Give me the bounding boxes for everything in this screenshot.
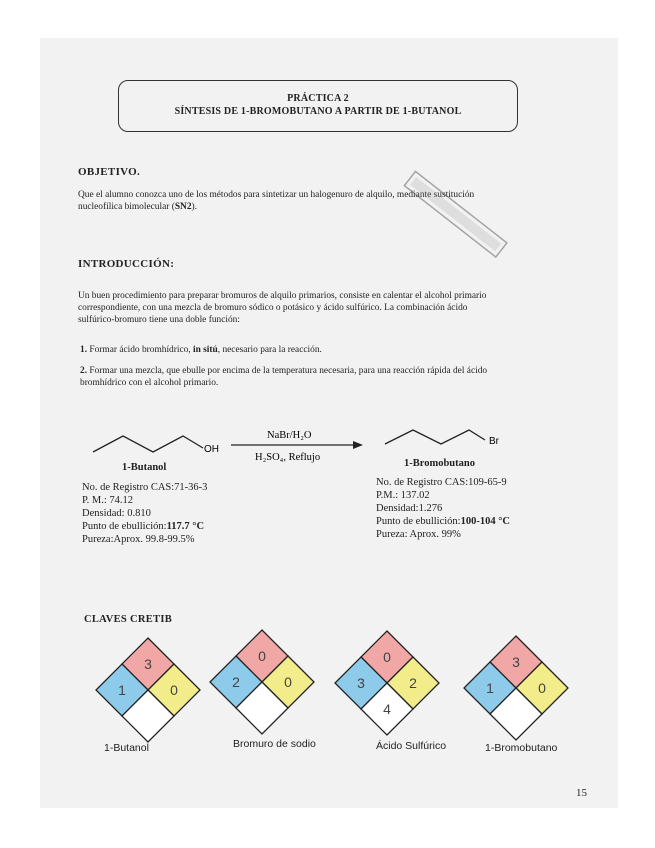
- page-number: 15: [576, 787, 587, 799]
- reactant-ebullicion: [82, 520, 207, 533]
- item1-number: 1.: [80, 345, 88, 355]
- nfpa-left-value: 1: [118, 682, 126, 698]
- objetivo-text: [78, 189, 583, 213]
- objetivo-text-b: nucleofílica bimolecular (: [78, 202, 175, 212]
- nfpa-diamond-label: 1-Bromobutano: [485, 742, 558, 754]
- cretib-heading: CLAVES CRETIB: [84, 614, 173, 625]
- nfpa-diamond: [202, 622, 322, 742]
- reactant-ebullicion-label: Punto de ebullición:: [82, 521, 167, 532]
- product-ebullicion: [376, 515, 510, 528]
- item1-in-situ: in sitú: [193, 345, 218, 355]
- product-name: 1-Bromobutano: [404, 458, 475, 469]
- nfpa-right-value: 0: [538, 680, 546, 696]
- nfpa-top-value: 0: [383, 649, 391, 665]
- objetivo-text-c: ).: [191, 202, 197, 212]
- nfpa-diamond-label: Bromuro de sodio: [233, 738, 316, 750]
- product-ebullicion-value: 100-104 °C: [460, 516, 510, 527]
- item2-number: 2.: [80, 366, 88, 376]
- nfpa-right-value: 2: [409, 675, 417, 691]
- objetivo-line-1: Que el alumno conozca uno de los métodos para sintetizar un halogenuro de alquilo, mediante sustitución: [78, 190, 475, 200]
- product-pm: P.M.: 137.02: [376, 490, 430, 501]
- butanol-structure: [93, 436, 203, 452]
- nfpa-diamond: [88, 630, 208, 750]
- reactant-densidad: Densidad: 0.810: [82, 508, 151, 519]
- reactant-name: 1-Butanol: [122, 462, 167, 473]
- nfpa-right-value: 0: [170, 682, 178, 698]
- reactant-pureza: Pureza:Aprox. 99.8-99.5%: [82, 534, 195, 545]
- item2-line-2: bromhídrico con el alcohol primario.: [80, 378, 219, 388]
- intro-line-1: Un buen procedimiento para preparar bromuros de alquilo primarios, consiste en calentar el alcohol primario: [78, 291, 487, 301]
- item2-text-1: Formar una mezcla, que ebulle por encima de la temperatura necesaria, para una reacción rápida del ácido: [89, 366, 488, 376]
- reactant-pm: P. M.: 74.12: [82, 495, 134, 506]
- intro-item-1: [80, 344, 322, 356]
- practice-title: SÍNTESIS DE 1-BROMOBUTANO A PARTIR DE 1-BUTANOL: [174, 106, 462, 117]
- nfpa-left-value: 3: [357, 675, 365, 691]
- product-ebullicion-label: Punto de ebullición:: [376, 516, 461, 527]
- item1-text-b: , necesario para la reacción.: [217, 345, 322, 355]
- reactant-cas: No. de Registro CAS:71-36-3: [82, 482, 208, 493]
- objetivo-heading: OBJETIVO.: [78, 166, 141, 178]
- intro-line-3: sulfúrico-bromuro tiene una doble función:: [78, 315, 240, 325]
- nfpa-right-value: 0: [284, 674, 292, 690]
- objetivo-line-2: [78, 201, 583, 213]
- introduccion-heading: INTRODUCCIÓN:: [78, 258, 175, 270]
- title-box: [118, 80, 518, 132]
- arrow-head-icon: [353, 441, 363, 449]
- introduccion-paragraph: [78, 290, 588, 326]
- nfpa-diamond-label: Ácido Sulfúrico: [376, 740, 447, 752]
- nfpa-diamond-label: 1-Butanol: [104, 742, 149, 754]
- nfpa-diamond: [456, 628, 576, 748]
- product-cas: No. de Registro CAS:109-65-9: [376, 477, 507, 488]
- reagent-bottom: H₂SO₄, Reflujo: [255, 452, 321, 463]
- nfpa-top-value: 0: [258, 648, 266, 664]
- br-label: Br: [489, 436, 499, 447]
- nfpa-left-value: 1: [486, 680, 494, 696]
- intro-line-2: correspondiente, con una mezcla de bromuro sódico o potásico y ácido sulfúrico. La combinación ácido: [78, 303, 468, 313]
- reactant-ebullicion-value: 117.7 °C: [166, 521, 205, 532]
- objetivo-sn2: SN2: [174, 202, 192, 212]
- item1-text-a: Formar ácido bromhídrico,: [89, 345, 191, 355]
- nfpa-bottom-value: 4: [383, 701, 391, 717]
- reactant-properties: [82, 481, 207, 546]
- nfpa-top-value: 3: [144, 656, 152, 672]
- reagent-top: NaBr/H₂O: [267, 430, 312, 441]
- product-pureza: Pureza: Aprox. 99%: [376, 529, 461, 540]
- practice-number: PRÁCTICA 2: [287, 93, 349, 104]
- nfpa-diamond: [327, 623, 447, 743]
- intro-item-2: [80, 365, 585, 389]
- oh-label: OH: [204, 444, 219, 455]
- product-properties: [376, 476, 510, 541]
- bromobutane-structure: [385, 430, 485, 444]
- item2-line-1: [80, 365, 585, 377]
- product-densidad: Densidad:1.276: [376, 503, 443, 514]
- nfpa-top-value: 3: [512, 654, 520, 670]
- nfpa-left-value: 2: [232, 674, 240, 690]
